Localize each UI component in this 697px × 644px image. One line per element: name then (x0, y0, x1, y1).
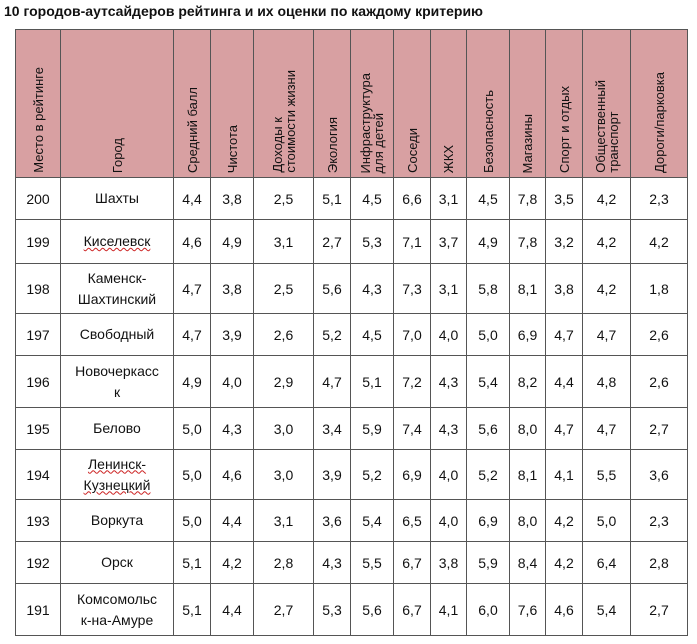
score-cell: 3,1 (431, 264, 467, 314)
column-header-label: Место в рейтинге (30, 67, 46, 173)
city-name: Ленинск- Кузнецкий (83, 455, 151, 493)
score-cell: 3,2 (546, 220, 583, 264)
score-cell: 7,8 (510, 220, 546, 264)
header-public-transport (583, 30, 631, 178)
score-cell: 4,2 (583, 220, 631, 264)
score-cell: 4,7 (583, 314, 631, 356)
score-cell: 4,7 (314, 356, 351, 408)
score-cell: 7,4 (394, 408, 431, 450)
header-roads-parking (631, 30, 688, 178)
score-cell: 5,4 (467, 356, 510, 408)
score-cell: 6,9 (394, 450, 431, 500)
header-cleanliness (211, 30, 254, 178)
score-cell: 4,9 (211, 220, 254, 264)
score-cell: 3,9 (314, 450, 351, 500)
score-cell: 6,7 (394, 542, 431, 584)
score-cell: 7,8 (510, 178, 546, 220)
score-cell: 3,8 (431, 542, 467, 584)
city-name: Воркута (90, 512, 144, 528)
score-cell: 5,2 (314, 314, 351, 356)
table-row (16, 356, 688, 408)
rank-cell: 196 (16, 356, 61, 408)
score-cell: 6,0 (467, 584, 510, 636)
table-row (16, 178, 688, 220)
header-rank (16, 30, 61, 178)
score-cell: 4,5 (351, 178, 394, 220)
score-cell: 3,8 (546, 264, 583, 314)
header-shops (510, 30, 546, 178)
score-cell: 2,6 (631, 356, 688, 408)
header-row (16, 30, 688, 178)
score-cell: 8,1 (510, 450, 546, 500)
score-cell: 7,2 (394, 356, 431, 408)
city-cell (61, 408, 174, 450)
header-housing-utilities (431, 30, 467, 178)
score-cell: 3,1 (254, 500, 314, 542)
score-cell: 4,9 (174, 356, 211, 408)
score-cell: 8,1 (510, 264, 546, 314)
header-income-to-cost (254, 30, 314, 178)
score-cell: 7,1 (394, 220, 431, 264)
header-average-score (174, 30, 211, 178)
score-cell: 4,3 (211, 408, 254, 450)
city-cell (61, 500, 174, 542)
score-cell: 2,7 (254, 584, 314, 636)
score-cell: 6,4 (583, 542, 631, 584)
score-cell: 5,3 (314, 584, 351, 636)
score-cell: 4,8 (583, 356, 631, 408)
score-cell: 4,0 (211, 356, 254, 408)
page-title: 10 городов-аутсайдеров рейтинга и их оценки по каждому критерию (4, 3, 484, 19)
score-cell: 5,0 (174, 408, 211, 450)
header-neighbors (394, 30, 431, 178)
score-cell: 5,1 (351, 356, 394, 408)
city-name: Киселевск (83, 233, 151, 249)
score-cell: 4,6 (211, 450, 254, 500)
city-name: Свободный (79, 326, 155, 342)
table-row (16, 500, 688, 542)
score-cell: 2,5 (254, 178, 314, 220)
score-cell: 5,6 (467, 408, 510, 450)
score-cell: 4,6 (546, 584, 583, 636)
score-cell: 4,6 (174, 220, 211, 264)
column-header-label: Чистота (224, 124, 240, 173)
rank-cell: 200 (16, 178, 61, 220)
column-header-label: Средний балл (184, 86, 200, 173)
score-cell: 3,4 (314, 408, 351, 450)
score-cell: 8,0 (510, 500, 546, 542)
city-name: Каменск- Шахтинский (77, 269, 157, 307)
score-cell: 1,8 (631, 264, 688, 314)
score-cell: 3,9 (211, 314, 254, 356)
score-cell: 5,1 (314, 178, 351, 220)
city-cell (61, 584, 174, 636)
score-cell: 3,1 (431, 178, 467, 220)
score-cell: 5,5 (583, 450, 631, 500)
score-cell: 4,9 (467, 220, 510, 264)
score-cell: 5,1 (174, 584, 211, 636)
score-cell: 6,5 (394, 500, 431, 542)
score-cell: 4,0 (431, 450, 467, 500)
score-cell: 5,9 (467, 542, 510, 584)
score-cell: 5,9 (351, 408, 394, 450)
column-header-label: Безопасность (480, 90, 496, 173)
city-name: Комсомольс к-на-Амуре (76, 590, 158, 628)
ratings-table (15, 29, 688, 636)
score-cell: 4,2 (631, 220, 688, 264)
city-cell (61, 542, 174, 584)
score-cell: 6,9 (467, 500, 510, 542)
city-name: Новочеркасс к (75, 362, 159, 400)
column-header-label: Доходы к стоимости жизни (269, 70, 298, 173)
score-cell: 4,3 (431, 356, 467, 408)
score-cell: 5,4 (583, 584, 631, 636)
score-cell: 2,8 (254, 542, 314, 584)
column-header-label: Город (109, 137, 125, 173)
score-cell: 5,6 (351, 584, 394, 636)
score-cell: 5,0 (467, 314, 510, 356)
score-cell: 4,0 (431, 500, 467, 542)
score-cell: 2,3 (631, 178, 688, 220)
score-cell: 3,5 (546, 178, 583, 220)
score-cell: 4,7 (174, 314, 211, 356)
header-child-infrastructure (351, 30, 394, 178)
score-cell: 3,0 (254, 450, 314, 500)
city-name: Орск (101, 554, 133, 570)
score-cell: 4,4 (546, 356, 583, 408)
score-cell: 4,7 (583, 408, 631, 450)
column-header-label: Экология (324, 116, 340, 173)
score-cell: 3,6 (631, 450, 688, 500)
column-header-label: Соседи (404, 128, 420, 173)
table-row (16, 542, 688, 584)
score-cell: 4,3 (351, 264, 394, 314)
score-cell: 7,0 (394, 314, 431, 356)
score-cell: 5,5 (351, 542, 394, 584)
score-cell: 4,7 (546, 408, 583, 450)
rank-cell: 194 (16, 450, 61, 500)
rank-cell: 192 (16, 542, 61, 584)
score-cell: 4,4 (174, 178, 211, 220)
score-cell: 4,4 (211, 584, 254, 636)
score-cell: 3,1 (254, 220, 314, 264)
column-header-label: Общественный транспорт (592, 80, 621, 173)
score-cell: 5,3 (351, 220, 394, 264)
score-cell: 4,2 (583, 178, 631, 220)
score-cell: 3,6 (314, 500, 351, 542)
column-header-label: Магазины (520, 113, 535, 173)
score-cell: 4,4 (211, 500, 254, 542)
score-cell: 8,4 (510, 542, 546, 584)
score-cell: 4,3 (431, 408, 467, 450)
score-cell: 2,7 (314, 220, 351, 264)
column-header-label: Дороги/парковка (651, 72, 667, 173)
rank-cell: 199 (16, 220, 61, 264)
score-cell: 5,0 (583, 500, 631, 542)
score-cell: 5,6 (314, 264, 351, 314)
score-cell: 4,2 (583, 264, 631, 314)
score-cell: 4,2 (546, 500, 583, 542)
score-cell: 6,9 (510, 314, 546, 356)
score-cell: 4,3 (314, 542, 351, 584)
rank-cell: 197 (16, 314, 61, 356)
score-cell: 2,3 (631, 500, 688, 542)
score-cell: 5,1 (174, 542, 211, 584)
score-cell: 3,8 (211, 178, 254, 220)
table-row (16, 220, 688, 264)
score-cell: 2,6 (254, 314, 314, 356)
score-cell: 7,3 (394, 264, 431, 314)
rank-cell: 191 (16, 584, 61, 636)
header-ecology (314, 30, 351, 178)
score-cell: 8,0 (510, 408, 546, 450)
city-name: Белово (93, 420, 141, 436)
score-cell: 4,1 (431, 584, 467, 636)
score-cell: 4,2 (211, 542, 254, 584)
table-row (16, 314, 688, 356)
header-safety (467, 30, 510, 178)
score-cell: 2,5 (254, 264, 314, 314)
score-cell: 5,2 (351, 450, 394, 500)
score-cell: 2,8 (631, 542, 688, 584)
score-cell: 4,0 (431, 314, 467, 356)
score-cell: 2,7 (631, 408, 688, 450)
score-cell: 8,2 (510, 356, 546, 408)
column-header-label: Спорт и отдых (556, 86, 572, 173)
table-row (16, 450, 688, 500)
score-cell: 5,8 (467, 264, 510, 314)
score-cell: 2,7 (631, 584, 688, 636)
score-cell: 3,0 (254, 408, 314, 450)
score-cell: 2,9 (254, 356, 314, 408)
score-cell: 4,7 (174, 264, 211, 314)
score-cell: 4,2 (546, 542, 583, 584)
score-cell: 6,7 (394, 584, 431, 636)
score-cell: 5,2 (467, 450, 510, 500)
score-cell: 3,8 (211, 264, 254, 314)
score-cell: 3,7 (431, 220, 467, 264)
score-cell: 4,5 (467, 178, 510, 220)
city-cell (61, 314, 174, 356)
score-cell: 4,7 (546, 314, 583, 356)
rank-cell: 193 (16, 500, 61, 542)
city-cell (61, 178, 174, 220)
score-cell: 5,4 (351, 500, 394, 542)
score-cell: 4,5 (351, 314, 394, 356)
table-row (16, 408, 688, 450)
rank-cell: 195 (16, 408, 61, 450)
column-header-label: Инфраструктура для детей (358, 72, 386, 173)
header-city (61, 30, 174, 178)
rank-cell: 198 (16, 264, 61, 314)
city-cell (61, 450, 174, 500)
score-cell: 6,6 (394, 178, 431, 220)
city-name: Шахты (95, 190, 139, 206)
column-header-label: ЖКХ (441, 144, 456, 173)
city-cell (61, 356, 174, 408)
table-row (16, 584, 688, 636)
score-cell: 4,1 (546, 450, 583, 500)
table-row (16, 264, 688, 314)
score-cell: 5,0 (174, 450, 211, 500)
header-sport-leisure (546, 30, 583, 178)
score-cell: 7,6 (510, 584, 546, 636)
city-cell (61, 264, 174, 314)
score-cell: 5,0 (174, 500, 211, 542)
city-cell (61, 220, 174, 264)
score-cell: 2,6 (631, 314, 688, 356)
